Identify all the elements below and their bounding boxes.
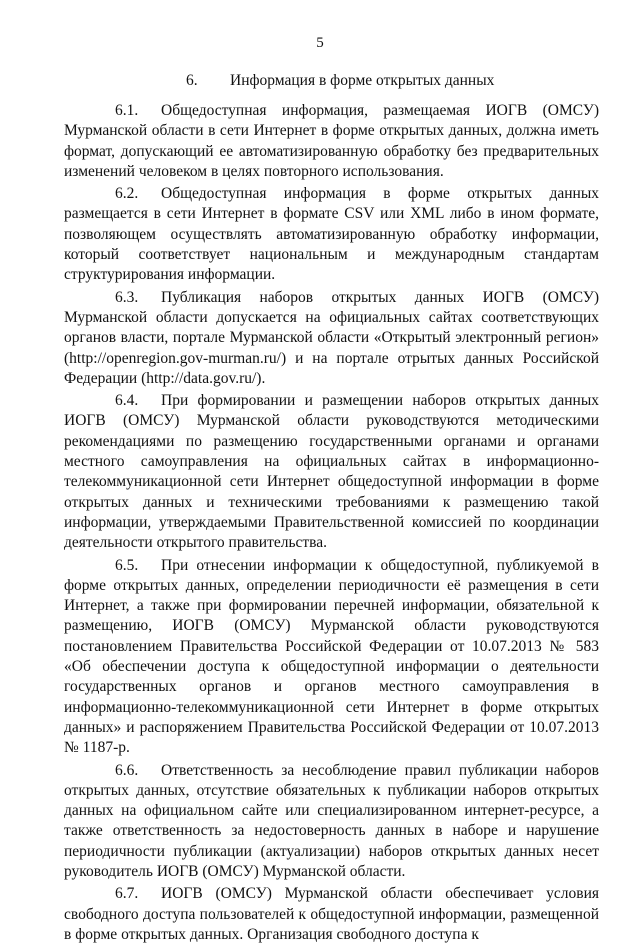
paragraph-number: 6.4. xyxy=(115,392,139,410)
paragraph-text: ИОГВ (ОМСУ) Мурманской области обеспечивает условия свободного доступа пользователей к общедоступной информации, размещенной в форме открытых данных. Организация свободного доступа к xyxy=(64,885,599,943)
paragraph-6-3 xyxy=(64,288,599,389)
paragraph-number: 6.1. xyxy=(115,102,139,119)
paragraph-number: 6.2. xyxy=(115,185,139,203)
paragraph-6-6 xyxy=(64,761,599,883)
paragraph-6-7 xyxy=(64,884,599,945)
paragraph-6-2 xyxy=(64,184,599,285)
section-number: 6. xyxy=(186,72,198,89)
document-body xyxy=(64,101,599,947)
section-title: Информация в форме открытых данных xyxy=(230,72,495,89)
paragraph-number: 6.3. xyxy=(115,288,139,306)
paragraph-text: Ответственность за несоблюдение правил публикации наборов открытых данных, отсутствие обязательных к публикации наборов открытых данных на официальном сайте или специализированном интернет-ресурсе, а также ответственность за недостоверность данных в наборе и нарушение периодичности публикации (актуализации) наборов открытых данных несет руководитель ИОГВ (ОМСУ) Мурманской области. xyxy=(64,761,599,880)
paragraph-6-5 xyxy=(64,556,599,759)
section-heading xyxy=(186,72,494,90)
paragraph-text: При отнесении информации к общедоступной, публикуемой в форме открытых данных, определении периодичности её размещения в сети Интернет, а также при формировании перечней информации, обязательной к размещению, ИОГВ (ОМСУ) Мурманской области руководствуются постановлением Правительства Российской Федерации от 10.07.2013 № 583 «Об обеспечении доступа к общедоступной информации о деятельности государственных органов и органов местного самоуправления в информационно-телекоммуникационной сети Интернет в форме открытых данных» и распоряжением Правительства Российской Федерации от 10.07.2013 № 1187-р. xyxy=(64,556,599,757)
paragraph-number: 6.5. xyxy=(115,556,139,574)
paragraph-6-1 xyxy=(64,101,599,182)
page-number: 5 xyxy=(316,35,324,51)
paragraph-number: 6.7. xyxy=(115,885,139,903)
paragraph-text: Общедоступная информация в форме открытых данных размещается в сети Интернет в формате CSV или XML либо в ином формате, позволяющем осуществлять автоматизированную обработку информации, который соответствует национальным и международным стандартам структурирования информации. xyxy=(64,185,599,284)
paragraph-text: При формировании и размещении наборов открытых данных ИОГВ (ОМСУ) Мурманской области руководствуются методическими рекомендациями по размещению государственными органами и органами местного самоуправления на официальных сайтах в информационно-телекоммуникационной сети Интернет общедоступной информации в форме открытых данных и техническими требованиями к размещению такой информации, утверждаемыми Правительственной комиссией по координации деятельности открытого правительства. xyxy=(64,392,599,552)
paragraph-number: 6.6. xyxy=(115,761,139,779)
paragraph-6-4 xyxy=(64,391,599,553)
paragraph-text: Публикация наборов открытых данных ИОГВ (ОМСУ) Мурманской области допускается на официальных сайтах соответствующих органов власти, портале Мурманской области «Открытый электронный регион» (http://openregion.gov-murman.ru/) и на портале отрытых данных Российской Федерации (http://data.gov.ru/). xyxy=(64,288,599,387)
paragraph-text: Общедоступная информация, размещаемая ИОГВ (ОМСУ) Мурманской области в сети Интернет в форме открытых данных, должна иметь формат, допускающий ее автоматизированную обработку без предварительных изменений человеком в целях повторного использования. xyxy=(64,102,599,180)
